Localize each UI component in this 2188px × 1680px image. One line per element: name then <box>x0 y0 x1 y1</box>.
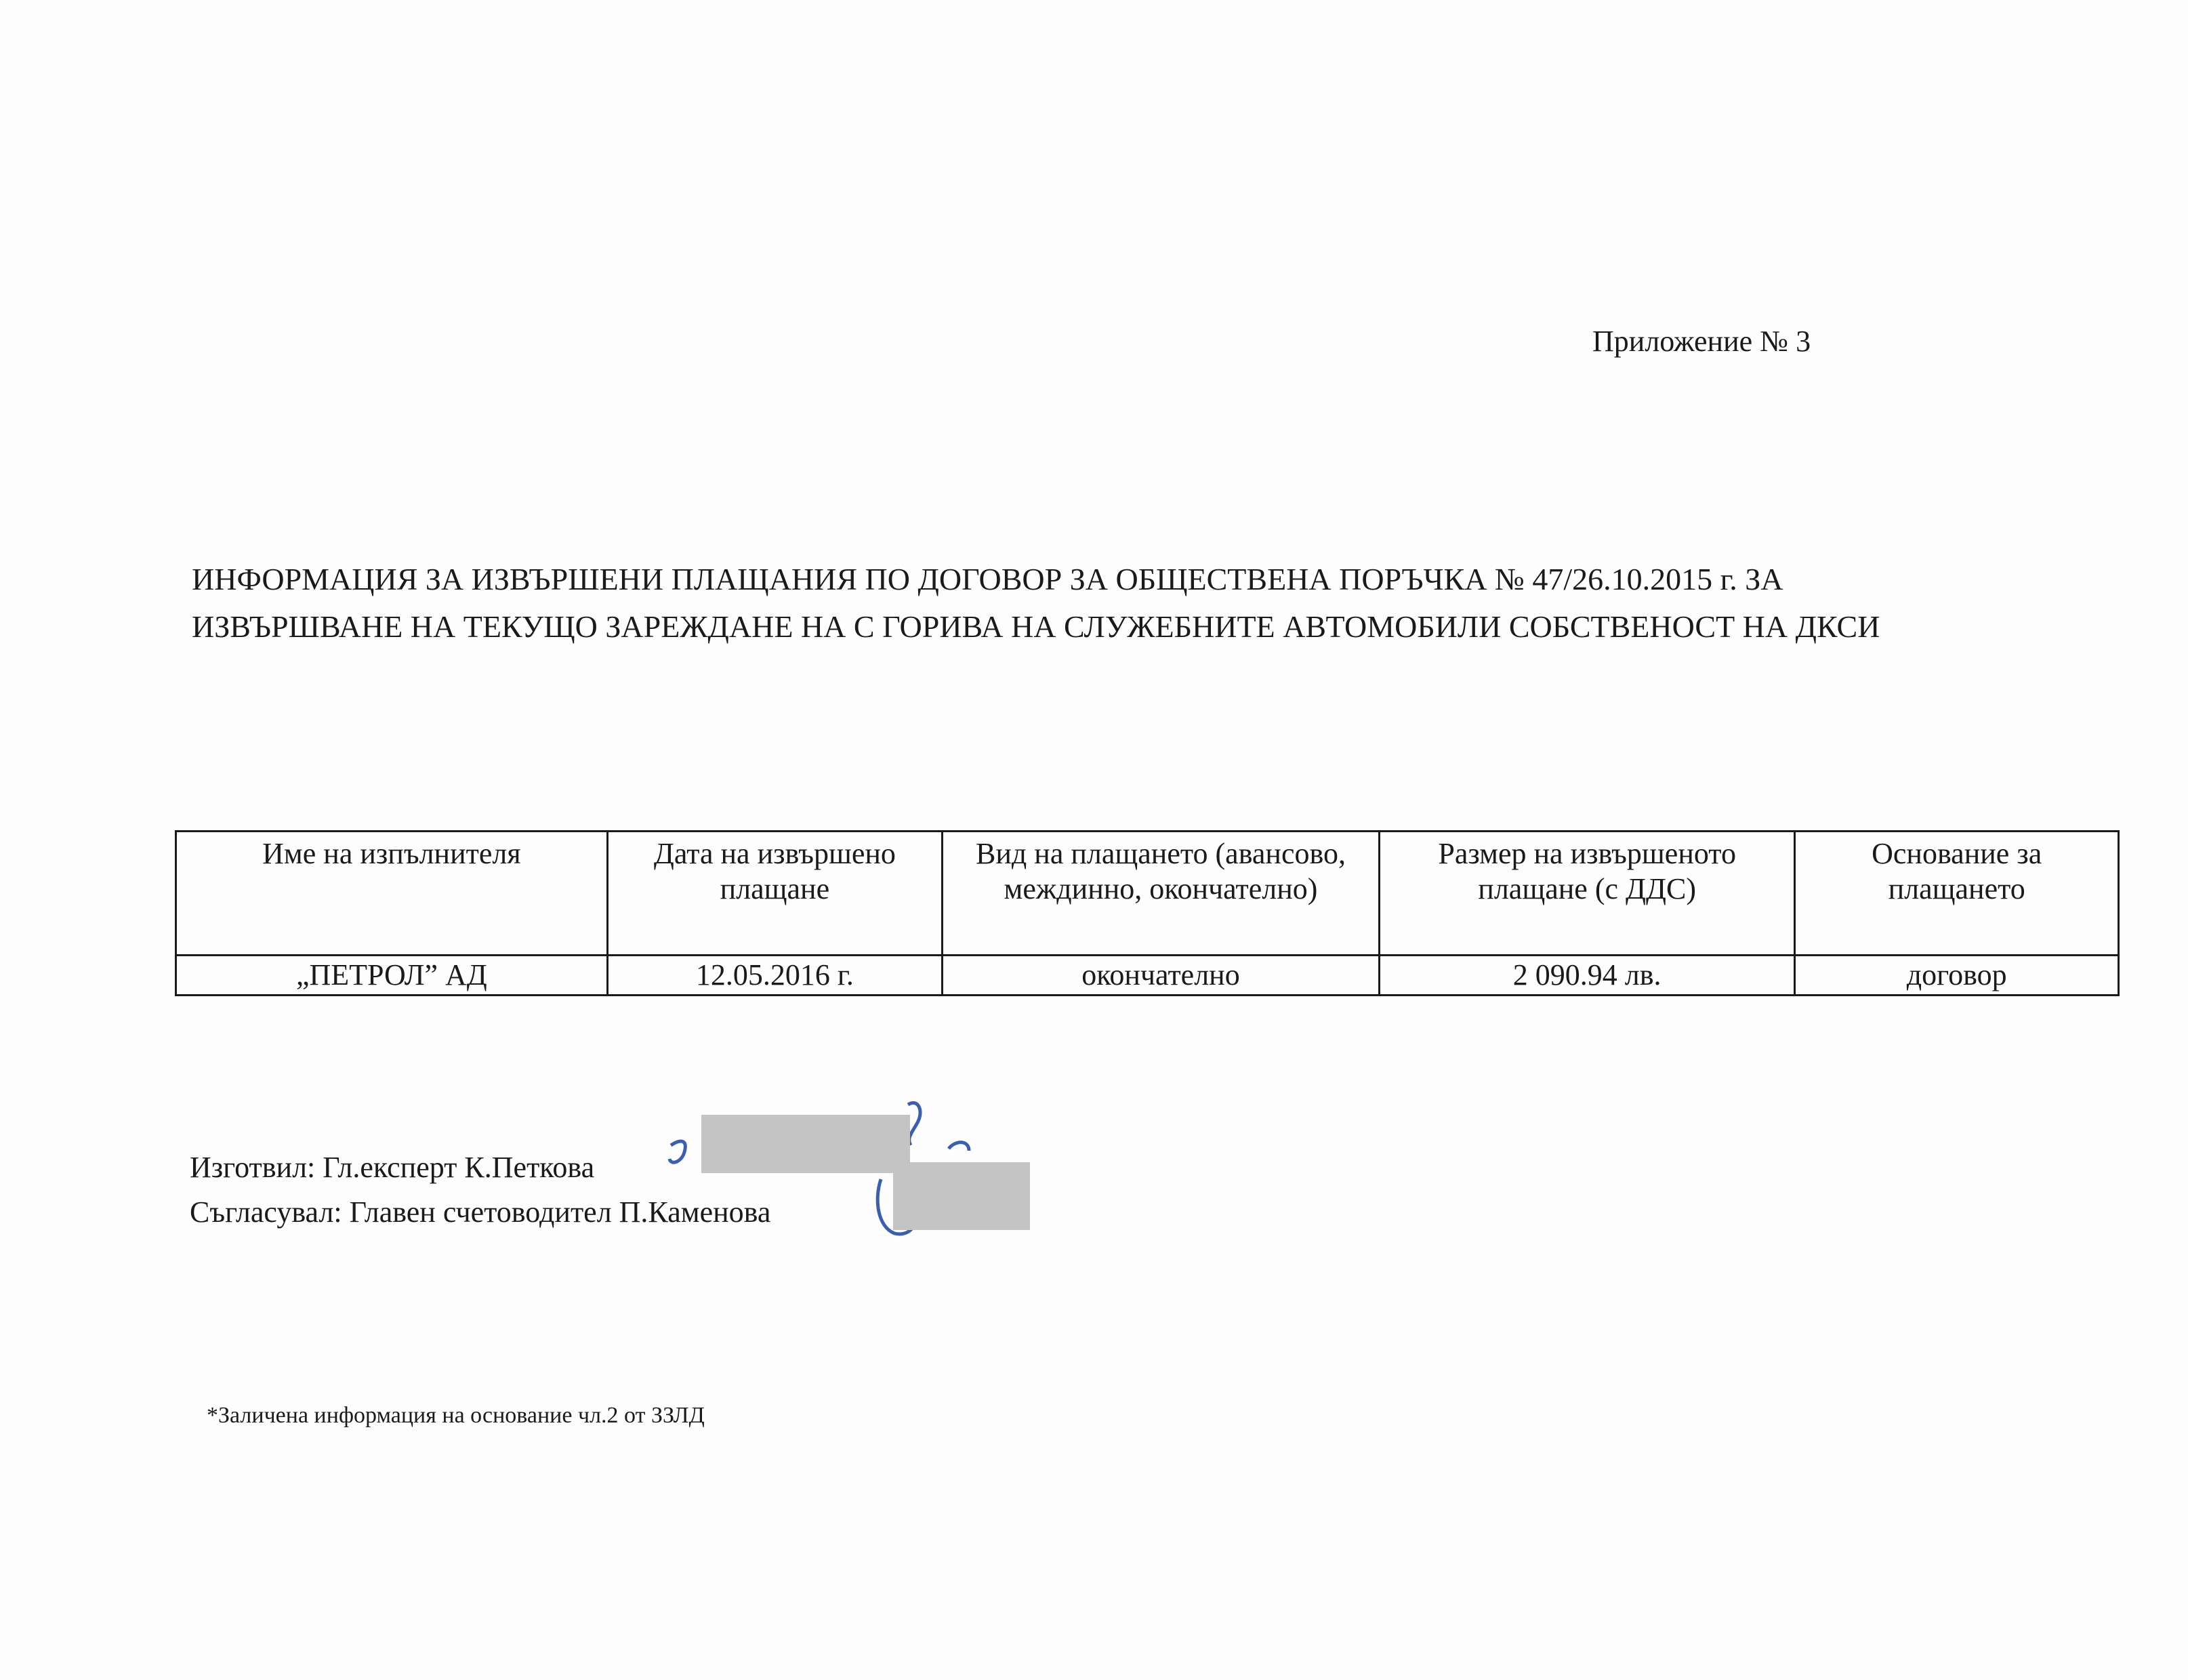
header-payment-date: Дата на извършено плащане <box>607 832 942 956</box>
table-header-row <box>176 832 2119 956</box>
prepared-by: Изготвил: Гл.експерт К.Петкова <box>190 1151 595 1184</box>
footnote: *Заличена информация на основание чл.2 от ЗЗЛД <box>207 1403 705 1428</box>
document-title <box>192 556 2062 651</box>
header-payment-type: Вид на плащането (авансово, междинно, окончателно) <box>942 832 1379 956</box>
annex-label: Приложение № 3 <box>1592 325 1811 358</box>
header-contractor: Име на изпълнителя <box>176 832 608 956</box>
header-payment-basis: Основание за плащането <box>1795 832 2119 956</box>
title-line-2: ИЗВЪРШВАНЕ НА ТЕКУЩО ЗАРЕЖДАНЕ НА С ГОРИВА НА СЛУЖЕБНИТЕ АВТОМОБИЛИ СОБСТВЕНОСТ НА ДКСИ <box>192 609 1880 644</box>
cell-payment-basis: договор <box>1795 956 2119 996</box>
header-payment-amount: Размер на извършеното плащане (с ДДС) <box>1379 832 1794 956</box>
payments-table <box>175 830 2120 996</box>
signature-block <box>190 1145 770 1235</box>
signature-stroke-4 <box>949 1143 969 1151</box>
approved-by: Съгласувал: Главен счетоводител П.Каменова <box>190 1195 771 1229</box>
redaction-box <box>893 1162 1030 1230</box>
cell-payment-date: 12.05.2016 г. <box>607 956 942 996</box>
cell-payment-amount: 2 090.94 лв. <box>1379 956 1794 996</box>
title-line-1: ИНФОРМАЦИЯ ЗА ИЗВЪРШЕНИ ПЛАЩАНИЯ ПО ДОГОВОР ЗА ОБЩЕСТВЕНА ПОРЪЧКА № 47/26.10.2015 г. ЗА <box>192 562 1783 596</box>
cell-contractor: „ПЕТРОЛ” АД <box>176 956 608 996</box>
table-row <box>176 956 2119 996</box>
cell-payment-type: окончателно <box>942 956 1379 996</box>
